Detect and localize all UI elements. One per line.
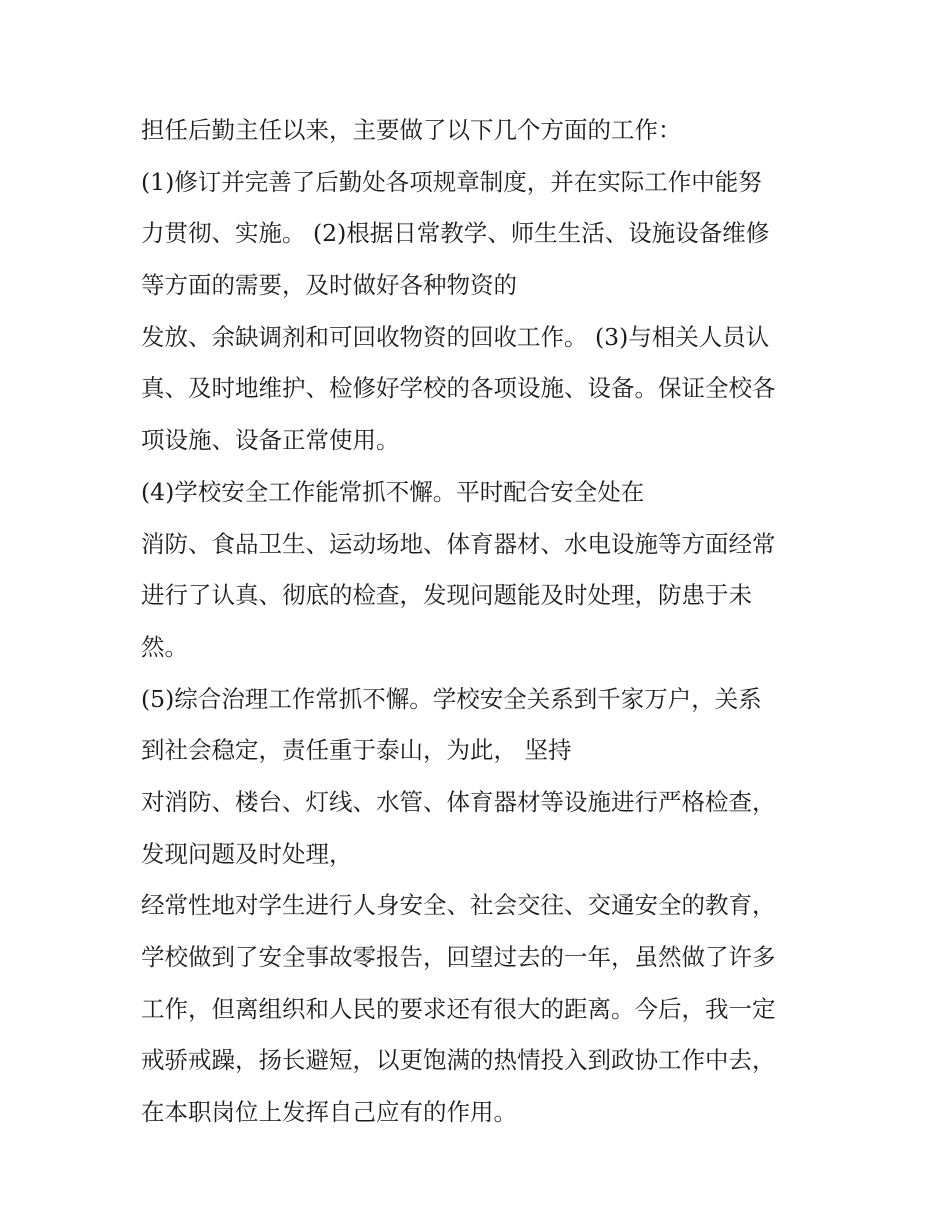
text-line: 担任后勤主任以来，主要做了以下几个方面的工作：: [141, 116, 682, 144]
text-line: 在本职岗位上发挥自己应有的作用。: [141, 1098, 517, 1127]
text-line: 到社会稳定，责任重于泰山，为此， 坚持: [141, 736, 572, 765]
text-line: 发放、余缺调剂和可回收物资的回收工作。 (3)与相关人员认: [141, 322, 770, 351]
text-line: 学校做到了安全事故零报告，回望过去的一年，虽然做了许多: [141, 943, 776, 971]
text-line: 进行了认真、彻底的检查，发现问题能及时处理，防患于未: [141, 581, 752, 610]
text-line: (5)综合治理工作常抓不懈。学校安全关系到千家万户，关系: [141, 684, 762, 713]
document-body: [141, 111, 831, 1145]
text-line: 经常性地对学生进行人身安全、社会交往、交通安全的教育，: [141, 891, 776, 920]
text-line: 发现问题及时处理，: [141, 839, 353, 868]
text-line: 戒骄戒躁，扬长避短，以更饱满的热情投入到政协工作中去，: [141, 1046, 776, 1075]
text-line: 对消防、楼台、灯线、水管、体育器材等设施进行严格检查，: [141, 787, 776, 816]
text-line: 力贯彻、实施。 (2)根据日常教学、师生生活、设施设备维修: [141, 219, 770, 248]
text-line: 等方面的需要，及时做好各种物资的: [141, 271, 517, 300]
text-line: 工作，但离组织和人民的要求还有很大的距离。今后，我一定: [141, 994, 776, 1023]
text-line: 消防、食品卫生、运动场地、体育器材、水电设施等方面经常: [141, 529, 776, 558]
text-line: 项设施、设备正常使用。: [141, 426, 400, 455]
text-line: (1)修订并完善了后勤处各项规章制度，并在实际工作中能努: [141, 167, 762, 196]
text-line: 然。: [141, 632, 188, 661]
text-line: 真、及时地维护、检修好学校的各项设施、设备。保证全校各: [141, 374, 776, 403]
text-line: (4)学校安全工作能常抓不懈。平时配合安全处在: [141, 477, 645, 506]
